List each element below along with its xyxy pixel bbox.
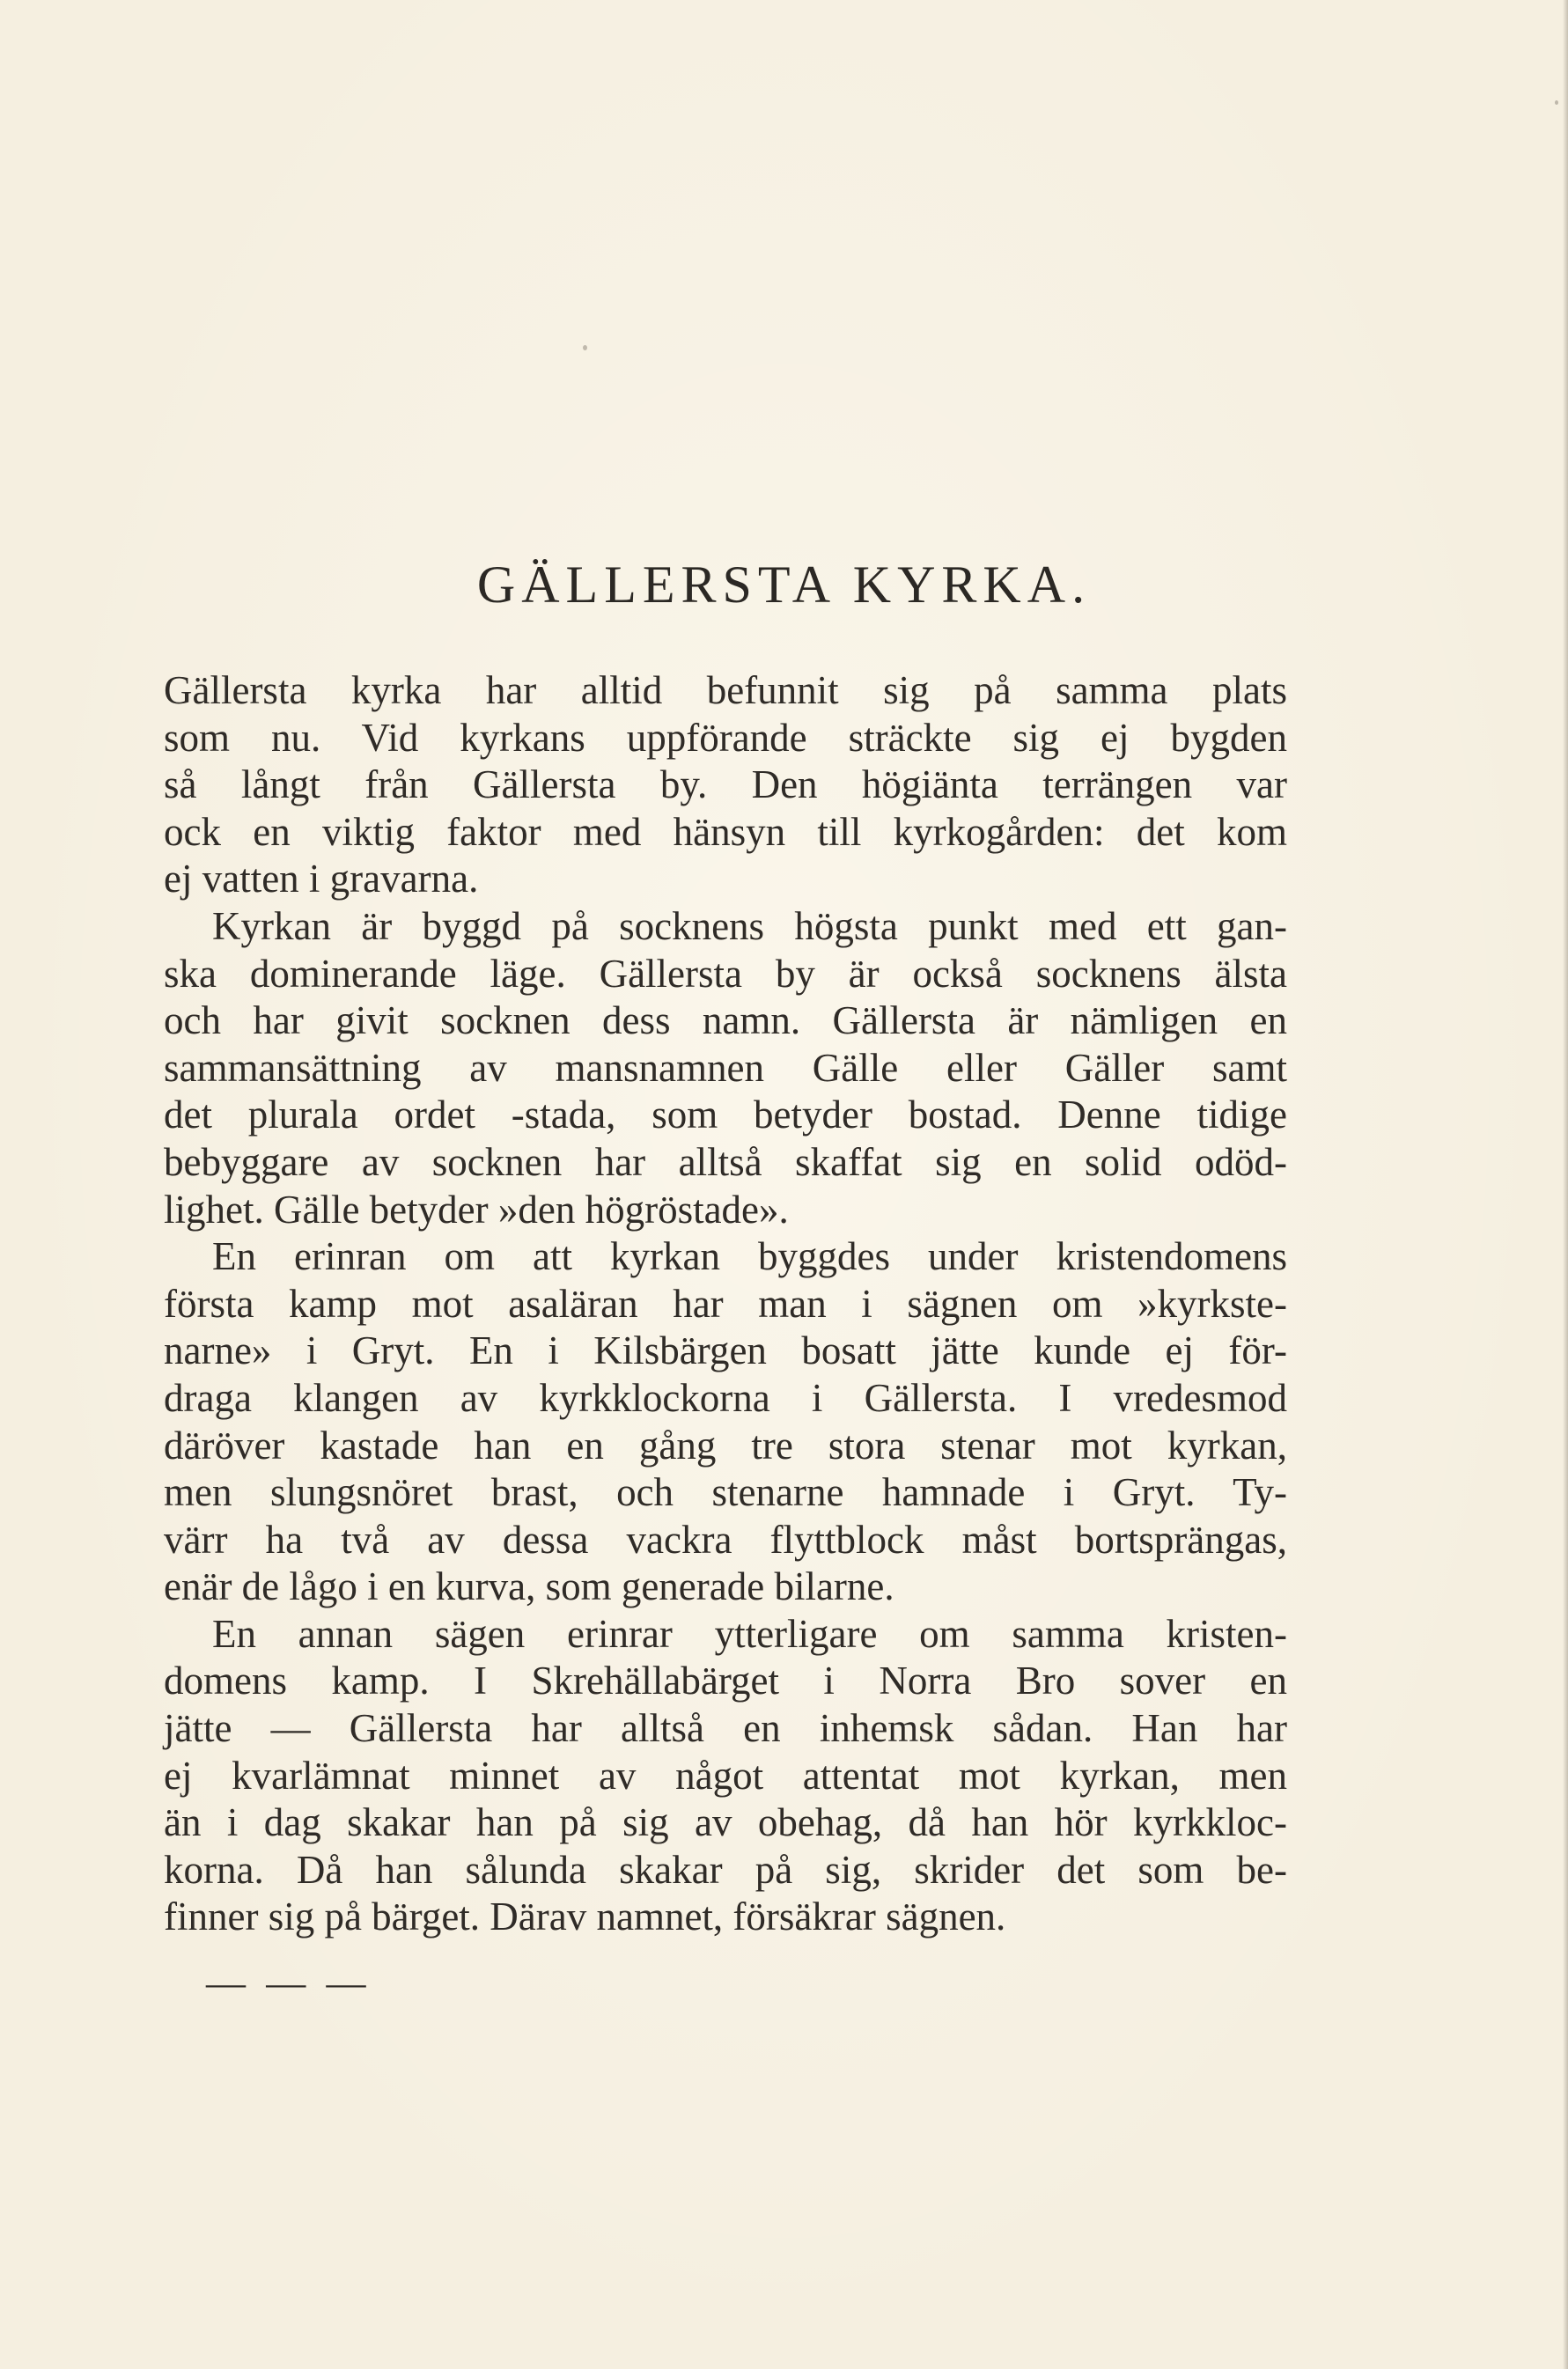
text-line: första kamp mot asaläran har man i sägnen om »kyrkste- <box>164 1281 1287 1326</box>
text-line: lighet. Gälle betyder »den högröstade». <box>164 1187 789 1232</box>
text-line: narne» i Gryt. En i Kilsbärgen bosatt jätte kunde ej för- <box>164 1328 1287 1373</box>
text-line: jätte — Gällersta har alltså en inhemsk sådan. Han har <box>164 1706 1287 1751</box>
paper-speck <box>583 345 587 350</box>
text-line: bebyggare av socknen har alltså skaffat sig en solid odöd- <box>164 1139 1287 1184</box>
text-line: enär de lågo i en kurva, som generade bilarne. <box>164 1564 894 1609</box>
text-line: däröver kastade han en gång tre stora stenar mot kyrkan, <box>164 1423 1287 1468</box>
text-line: En erinran om att kyrkan byggdes under kristendomens <box>212 1234 1287 1279</box>
text-line: men slungsnöret brast, och stenarne hamnade i Gryt. Ty- <box>164 1470 1287 1515</box>
text-line: det plurala ordet -stada, som betyder bostad. Denne tidige <box>164 1093 1287 1137</box>
page-edge-shadow <box>1563 0 1568 2369</box>
text-line: Kyrkan är byggd på socknens högsta punkt med ett gan- <box>212 903 1287 948</box>
body-text <box>164 667 1287 1941</box>
text-line: än i dag skakar han på sig av obehag, då han hör kyrkkloc- <box>164 1800 1287 1845</box>
text-line: så långt från Gällersta by. Den högiänta terrängen var <box>164 762 1287 807</box>
paper-speck <box>1555 100 1558 105</box>
text-line: domens kamp. I Skrehällabärget i Norra Bro sover en <box>164 1659 1287 1703</box>
page-title: GÄLLERSTA KYRKA. <box>476 555 1092 614</box>
text-line: värr ha två av dessa vackra flyttblock måst bortsprängas, <box>164 1517 1287 1562</box>
text-line: En annan sägen erinrar ytterligare om samma kristen- <box>212 1611 1287 1656</box>
text-line: ska dominerande läge. Gällersta by är också socknens älsta <box>164 951 1287 996</box>
closing-dash-mark: — — — <box>206 1961 372 2005</box>
text-line: draga klangen av kyrkklockorna i Gällersta. I vredesmod <box>164 1375 1287 1420</box>
paragraph-4 <box>164 1611 1287 1941</box>
text-line: finner sig på bärget. Därav namnet, försäkrar sägnen. <box>164 1894 1006 1939</box>
text-line: och har givit socknen dess namn. Gällersta är nämligen en <box>164 998 1287 1043</box>
text-line: sammansättning av mansnamnen Gälle eller Gäller samt <box>164 1045 1287 1090</box>
paragraph-3 <box>164 1233 1287 1611</box>
text-line: som nu. Vid kyrkans uppförande sträckte sig ej bygden <box>164 715 1287 760</box>
text-line: ock en viktig faktor med hänsyn till kyrkogården: det kom <box>164 809 1287 854</box>
paragraph-2 <box>164 903 1287 1233</box>
paragraph-1 <box>164 667 1287 903</box>
text-line: ej kvarlämnat minnet av något attentat mot kyrkan, men <box>164 1753 1287 1798</box>
text-line: korna. Då han sålunda skakar på sig, skrider det som be- <box>164 1847 1287 1892</box>
text-line: Gällersta kyrka har alltid befunnit sig på samma plats <box>164 668 1287 712</box>
text-line: ej vatten i gravarna. <box>164 857 479 901</box>
